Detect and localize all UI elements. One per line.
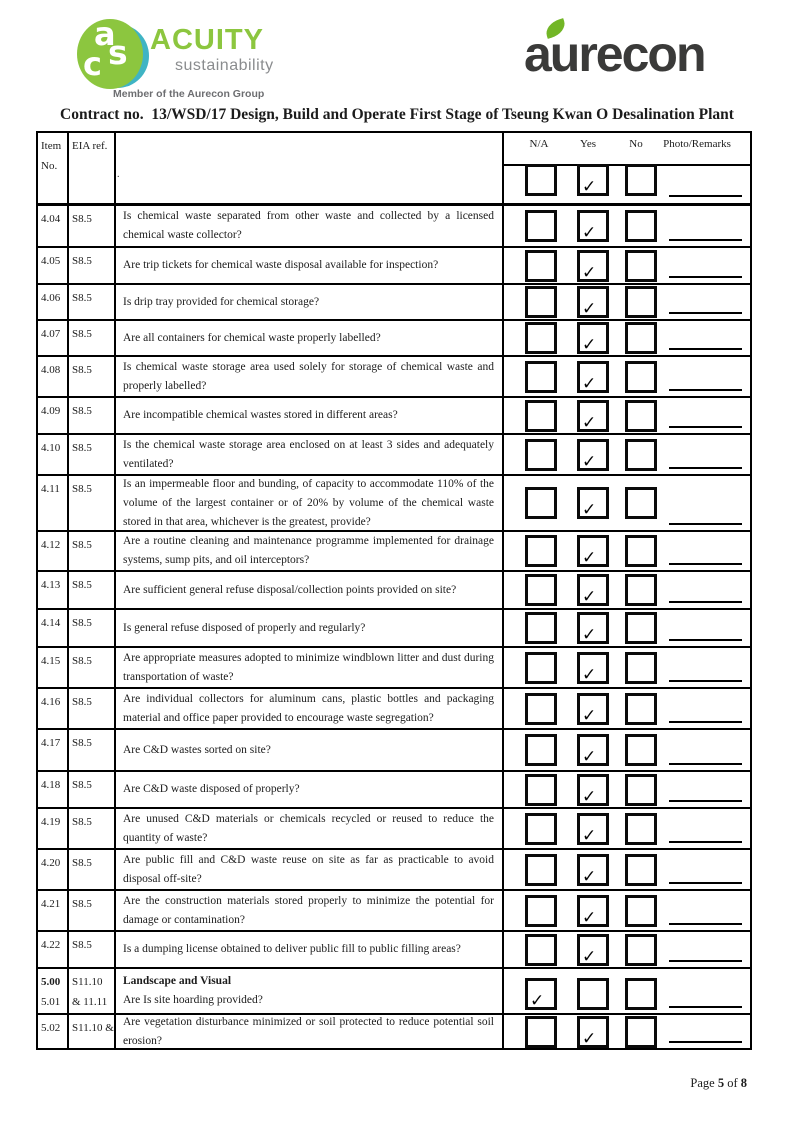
question-cell xyxy=(116,969,504,1013)
answer-cell xyxy=(504,248,750,283)
table-body xyxy=(38,206,750,1048)
question-cell xyxy=(116,532,504,570)
no-checkbox[interactable] xyxy=(625,286,657,318)
no-checkbox[interactable] xyxy=(625,813,657,845)
eia-ref-cell: S8.5 xyxy=(69,476,116,530)
no-checkbox[interactable] xyxy=(625,1016,657,1048)
checkmark-icon: ✓ xyxy=(582,223,597,243)
page-total: 8 xyxy=(740,1076,747,1090)
na-checkbox[interactable] xyxy=(525,286,557,318)
question-cell xyxy=(116,206,504,246)
item-no-cell: 4.15 xyxy=(38,648,69,687)
item-no-cell: 4.04 xyxy=(38,206,69,246)
aurecon-logo xyxy=(524,22,754,92)
no-checkbox[interactable] xyxy=(625,210,657,242)
table-row xyxy=(38,435,750,476)
remarks-field[interactable] xyxy=(669,312,742,314)
checkmark-icon: ✓ xyxy=(582,825,597,846)
header-no-label: No xyxy=(629,138,643,150)
eia-ref-cell: S8.5 xyxy=(69,357,116,396)
item-no-cell: 4.05 xyxy=(38,248,69,283)
table-row xyxy=(38,689,750,730)
na-checkbox[interactable] xyxy=(525,693,557,725)
yes-checkbox[interactable] xyxy=(577,652,609,684)
checkmark-icon: ✓ xyxy=(582,946,597,967)
table-row xyxy=(38,572,750,610)
question-cell xyxy=(116,809,504,848)
na-checkbox[interactable] xyxy=(525,652,557,684)
table-header xyxy=(38,133,750,206)
yes-checkbox[interactable] xyxy=(577,895,609,927)
remarks-field[interactable] xyxy=(669,523,742,525)
eia-ref-cell: S8.5 xyxy=(69,648,116,687)
header-item-no: Item No. xyxy=(38,133,69,203)
page-title: Contract no. 13/WSD/17 Design, Build and Operate First Stage of Tseung Kwan O Desalination Plant xyxy=(60,106,734,123)
answer-cell xyxy=(504,891,750,930)
question-text: Is general refuse disposed of properly and regularly? xyxy=(123,621,366,634)
no-checkbox[interactable] xyxy=(625,361,657,393)
question-text: Are Is site hoarding provided? xyxy=(123,994,263,1006)
table-row xyxy=(38,476,750,532)
question-text: Is the chemical waste storage area enclosed on at least 3 sides and adequately ventilated? xyxy=(123,438,494,470)
question-text: Are public fill and C&D waste reuse on site as far as practicable to avoid disposal off-site? xyxy=(123,853,494,885)
remarks-field[interactable] xyxy=(669,426,742,428)
item-no-cell: 4.13 xyxy=(38,572,69,608)
answer-cell xyxy=(504,357,750,396)
checkmark-icon: ✓ xyxy=(582,373,597,394)
answer-cell xyxy=(504,772,750,807)
checkmark-icon: ✓ xyxy=(582,177,597,197)
na-checkbox[interactable] xyxy=(525,535,557,567)
yes-checkbox[interactable] xyxy=(577,361,609,393)
question-text: Are vegetation disturbance minimized or soil protected to reduce potential soil erosion? xyxy=(123,1015,494,1047)
aurecon-wordmark: aurecon xyxy=(524,26,705,82)
checkmark-icon: ✓ xyxy=(582,412,597,433)
question-text: Are individual collectors for aluminum cans, plastic bottles and packaging material and office paper provided to encourage waste segregation? xyxy=(123,692,494,724)
eia-ref-cell: S8.5 xyxy=(69,932,116,967)
eia-ref-cell: S8.5 xyxy=(69,891,116,930)
remarks-field[interactable] xyxy=(669,923,742,925)
na-checkbox[interactable] xyxy=(525,854,557,886)
checkmark-icon: ✓ xyxy=(582,1028,597,1049)
table-row xyxy=(38,285,750,321)
question-text: Are unused C&D materials or chemicals recycled or reused to reduce the quantity of waste? xyxy=(123,812,494,844)
question-cell xyxy=(116,689,504,728)
yes-checkbox[interactable] xyxy=(577,322,609,354)
yes-checkbox[interactable] xyxy=(577,693,609,725)
answer-cell xyxy=(504,689,750,728)
acuity-logo xyxy=(77,16,307,106)
header-yes-label: Yes xyxy=(579,138,597,150)
yes-checkbox[interactable] xyxy=(577,250,609,282)
header-answer-labels xyxy=(504,133,750,166)
eia-ref-cell: S8.5 xyxy=(69,248,116,283)
answer-cell xyxy=(504,206,750,246)
eia-ref-cell: S8.5 xyxy=(69,285,116,319)
header-checks-cell xyxy=(504,133,750,203)
na-checkbox[interactable] xyxy=(525,934,557,966)
monogram-letter-c: c xyxy=(83,45,102,83)
remarks-field[interactable] xyxy=(669,1041,742,1043)
table-row xyxy=(38,321,750,357)
question-cell xyxy=(116,398,504,433)
remarks-field[interactable] xyxy=(669,960,742,962)
eia-ref-cell: S8.5 xyxy=(69,398,116,433)
remarks-field[interactable] xyxy=(669,348,742,350)
yes-checkbox[interactable] xyxy=(577,612,609,644)
question-cell xyxy=(116,357,504,396)
table-row xyxy=(38,248,750,285)
no-checkbox[interactable] xyxy=(625,400,657,432)
no-checkbox[interactable] xyxy=(625,895,657,927)
question-cell xyxy=(116,932,504,967)
remarks-field[interactable] xyxy=(669,239,742,241)
checkmark-icon: ✓ xyxy=(582,866,597,887)
item-no-cell: 4.07 xyxy=(38,321,69,355)
remarks-field[interactable] xyxy=(669,276,742,278)
table-row xyxy=(38,206,750,248)
question-cell xyxy=(116,476,504,530)
item-no-cell: 4.10 xyxy=(38,435,69,474)
page-number xyxy=(690,1076,747,1091)
checkmark-icon: ✓ xyxy=(582,335,597,355)
answer-cell xyxy=(504,435,750,474)
answer-cell xyxy=(504,398,750,433)
no-checkbox[interactable] xyxy=(625,774,657,806)
table-row xyxy=(38,772,750,809)
yes-checkbox[interactable] xyxy=(577,934,609,966)
question-text: Are the construction materials stored properly to minimize the potential for damage or contamination? xyxy=(123,894,494,926)
item-no-cell: 4.21 xyxy=(38,891,69,930)
item-no-cell: 4.12 xyxy=(38,532,69,570)
no-checkbox[interactable] xyxy=(625,734,657,766)
remarks-field[interactable] xyxy=(669,601,742,603)
of-word: of xyxy=(727,1076,738,1090)
question-text: Are trip tickets for chemical waste disposal available for inspection? xyxy=(123,259,439,271)
yes-checkbox[interactable] xyxy=(577,574,609,606)
acuity-tagline: Member of the Aurecon Group xyxy=(113,88,265,100)
item-no-cell: 4.16 xyxy=(38,689,69,728)
answer-cell xyxy=(504,285,750,319)
question-cell xyxy=(116,772,504,807)
question-text: Is chemical waste separated from other waste and collected by a licensed chemical waste collector? xyxy=(123,210,494,241)
eia-ref-cell: S8.5 xyxy=(69,809,116,848)
checkmark-icon: ✓ xyxy=(582,747,597,767)
item-no-cell: 4.20 xyxy=(38,850,69,889)
na-checkbox[interactable] xyxy=(525,361,557,393)
answer-cell xyxy=(504,532,750,570)
eia-ref-cell: S8.5 xyxy=(69,850,116,889)
answer-cell xyxy=(504,1015,750,1048)
answer-cell xyxy=(504,572,750,608)
answer-cell xyxy=(504,850,750,889)
yes-checkbox[interactable] xyxy=(577,734,609,766)
no-checkbox[interactable] xyxy=(625,574,657,606)
checkmark-icon: ✓ xyxy=(582,664,597,685)
item-no-cell: 4.06 xyxy=(38,285,69,319)
na-checkbox[interactable] xyxy=(525,250,557,282)
eia-ref-cell: S8.5 xyxy=(69,572,116,608)
section-heading: Landscape and Visual xyxy=(123,975,232,987)
page-current: 5 xyxy=(717,1076,725,1090)
remarks-field[interactable] xyxy=(669,195,742,197)
question-cell xyxy=(116,285,504,319)
remarks-field[interactable] xyxy=(669,1006,742,1008)
yes-checkbox[interactable] xyxy=(577,439,609,471)
yes-checkbox[interactable] xyxy=(577,164,609,196)
item-no-cell: 4.22 xyxy=(38,932,69,967)
answer-cell xyxy=(504,969,750,1013)
remarks-field[interactable] xyxy=(669,467,742,469)
remarks-field[interactable] xyxy=(669,800,742,802)
checkmark-icon: ✓ xyxy=(582,907,597,928)
remarks-field[interactable] xyxy=(669,680,742,682)
no-checkbox[interactable] xyxy=(625,164,657,196)
answer-cell xyxy=(504,648,750,687)
remarks-field[interactable] xyxy=(669,389,742,391)
na-checkbox[interactable] xyxy=(525,439,557,471)
na-checkbox[interactable] xyxy=(525,487,557,519)
table-row xyxy=(38,932,750,969)
question-cell xyxy=(116,891,504,930)
item-no-cell: 4.17 xyxy=(38,730,69,770)
remarks-field[interactable] xyxy=(669,639,742,641)
checkmark-icon: ✓ xyxy=(530,991,545,1011)
checkmark-icon: ✓ xyxy=(582,548,597,568)
header-na-label: N/A xyxy=(529,138,549,150)
table-row xyxy=(38,357,750,398)
question-text: Are sufficient general refuse disposal/collection points provided on site? xyxy=(123,583,457,596)
eia-ref-cell: S8.5 xyxy=(69,435,116,474)
remarks-field[interactable] xyxy=(669,841,742,843)
checkmark-icon: ✓ xyxy=(582,451,597,472)
answer-cell xyxy=(504,321,750,355)
na-checkbox[interactable] xyxy=(525,734,557,766)
eia-ref-cell: S11.10 & 11.11 xyxy=(69,969,116,1013)
question-text: Is chemical waste storage area used solely for storage of chemical waste and properly labelled? xyxy=(123,360,494,392)
checkmark-icon: ✓ xyxy=(582,625,597,645)
monogram-letter-s: s xyxy=(108,33,128,72)
item-no-cell: 4.14 xyxy=(38,610,69,646)
table-row xyxy=(38,610,750,648)
answer-cell xyxy=(504,932,750,967)
question-cell xyxy=(116,610,504,646)
checkmark-icon: ✓ xyxy=(582,262,597,283)
table-row xyxy=(38,398,750,435)
yes-checkbox[interactable] xyxy=(577,535,609,567)
na-checkbox[interactable] xyxy=(525,978,557,1010)
header-eia-ref: EIA ref. xyxy=(69,133,116,203)
no-checkbox[interactable] xyxy=(625,652,657,684)
yes-checkbox[interactable] xyxy=(577,1016,609,1048)
na-checkbox[interactable] xyxy=(525,164,557,196)
answer-cell xyxy=(504,610,750,646)
no-checkbox[interactable] xyxy=(625,978,657,1010)
residual-mark: . xyxy=(117,169,120,180)
question-cell xyxy=(116,1015,504,1048)
question-text: Is an impermeable floor and bunding, of capacity to accommodate 110% of the volume of the largest container or of 20% by volume of the chemical waste stored in that area, whichever is the greatest, provide? xyxy=(123,477,494,528)
remarks-field[interactable] xyxy=(669,763,742,765)
answer-cell xyxy=(504,809,750,848)
na-checkbox[interactable] xyxy=(525,574,557,606)
eia-ref-cell: S8.5 xyxy=(69,321,116,355)
carryover-answer-row xyxy=(504,166,750,203)
checkmark-icon: ✓ xyxy=(582,299,597,319)
yes-checkbox[interactable] xyxy=(577,487,609,519)
page-word: Page xyxy=(690,1076,715,1090)
question-text: Are all containers for chemical waste properly labelled? xyxy=(123,331,381,344)
remarks-field[interactable] xyxy=(669,882,742,884)
eia-ref-cell: S8.5 xyxy=(69,610,116,646)
item-no-cell: 5.02 xyxy=(38,1015,69,1048)
eia-ref-cell: S11.10 & xyxy=(69,1015,116,1048)
question-cell xyxy=(116,435,504,474)
no-checkbox[interactable] xyxy=(625,535,657,567)
eia-ref-cell: S8.5 xyxy=(69,689,116,728)
question-text: Are C&D wastes sorted on site? xyxy=(123,743,271,756)
table-row xyxy=(38,532,750,572)
table-row xyxy=(38,730,750,772)
na-checkbox[interactable] xyxy=(525,210,557,242)
acuity-wordmark: ACUITY xyxy=(150,24,264,56)
na-checkbox[interactable] xyxy=(525,400,557,432)
no-checkbox[interactable] xyxy=(625,439,657,471)
no-checkbox[interactable] xyxy=(625,250,657,282)
na-checkbox[interactable] xyxy=(525,322,557,354)
checkmark-icon: ✓ xyxy=(582,705,597,726)
no-checkbox[interactable] xyxy=(625,854,657,886)
question-cell xyxy=(116,648,504,687)
yes-checkbox[interactable] xyxy=(577,854,609,886)
checkmark-icon: ✓ xyxy=(582,500,597,520)
monogram-letter-a: a xyxy=(94,15,116,53)
question-text: Is drip tray provided for chemical storage? xyxy=(123,295,320,308)
question-cell xyxy=(116,321,504,355)
table-row xyxy=(38,850,750,891)
checkmark-icon: ✓ xyxy=(582,587,597,607)
no-checkbox[interactable] xyxy=(625,487,657,519)
question-cell xyxy=(116,730,504,770)
na-checkbox[interactable] xyxy=(525,1016,557,1048)
eia-ref-cell: S8.5 xyxy=(69,532,116,570)
checklist-table xyxy=(36,131,752,1050)
na-checkbox[interactable] xyxy=(525,895,557,927)
eia-ref-cell: S8.5 xyxy=(69,772,116,807)
question-cell xyxy=(116,572,504,608)
yes-checkbox[interactable] xyxy=(577,813,609,845)
table-row xyxy=(38,648,750,689)
na-checkbox[interactable] xyxy=(525,813,557,845)
item-no-cell: 4.09 xyxy=(38,398,69,433)
remarks-field[interactable] xyxy=(669,721,742,723)
question-cell xyxy=(116,850,504,889)
yes-checkbox[interactable] xyxy=(577,210,609,242)
table-row xyxy=(38,891,750,932)
table-row xyxy=(38,1015,750,1048)
question-text: Are a routine cleaning and maintenance programme implemented for drainage systems, sump pits, and oil interceptors? xyxy=(123,535,494,566)
na-checkbox[interactable] xyxy=(525,612,557,644)
table-row xyxy=(38,809,750,850)
item-no-cell: 4.08 xyxy=(38,357,69,396)
na-checkbox[interactable] xyxy=(525,774,557,806)
yes-checkbox[interactable] xyxy=(577,400,609,432)
question-text: Are C&D waste disposed of properly? xyxy=(123,783,300,795)
header-question-cell xyxy=(116,133,504,203)
question-text: Are appropriate measures adopted to minimize windblown litter and dust during transportation of waste? xyxy=(123,651,494,683)
item-no-cell: 4.18 xyxy=(38,772,69,807)
question-cell xyxy=(116,248,504,283)
no-checkbox[interactable] xyxy=(625,612,657,644)
table-row xyxy=(38,969,750,1015)
no-checkbox[interactable] xyxy=(625,693,657,725)
acuity-monogram-icon xyxy=(77,15,149,91)
question-text: Is a dumping license obtained to deliver public fill to public filling areas? xyxy=(123,943,461,955)
checkmark-icon: ✓ xyxy=(582,786,597,807)
eia-ref-cell: S8.5 xyxy=(69,730,116,770)
eia-ref-cell: S8.5 xyxy=(69,206,116,246)
no-checkbox[interactable] xyxy=(625,934,657,966)
acuity-subtitle: sustainability xyxy=(175,57,274,74)
yes-checkbox[interactable] xyxy=(577,774,609,806)
answer-cell xyxy=(504,476,750,530)
no-checkbox[interactable] xyxy=(625,322,657,354)
yes-checkbox[interactable] xyxy=(577,978,609,1010)
item-no-cell: 4.19 xyxy=(38,809,69,848)
yes-checkbox[interactable] xyxy=(577,286,609,318)
item-no-cell: 4.11 xyxy=(38,476,69,530)
remarks-field[interactable] xyxy=(669,563,742,565)
item-no-cell: 5.00 5.01 xyxy=(38,969,69,1013)
header-remarks-label: Photo/Remarks xyxy=(663,138,731,150)
answer-cell xyxy=(504,730,750,770)
question-text: Are incompatible chemical wastes stored in different areas? xyxy=(123,409,398,421)
